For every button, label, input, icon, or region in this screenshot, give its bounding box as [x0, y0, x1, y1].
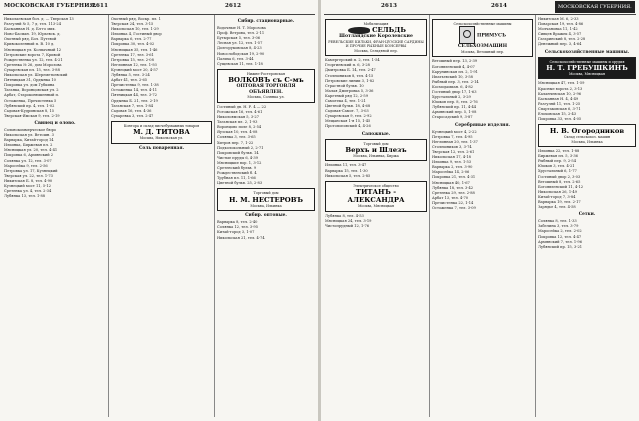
directory-entry: Каланчевская 10, 2-96 [538, 91, 582, 96]
right-col3-heading: Сельскохозяйственные машины. [544, 49, 630, 55]
directory-entry: Молчановка 11, 1-42 [538, 27, 578, 32]
right-page-number-a: 2613 [381, 3, 398, 9]
directory-entry: Николоямская 5, 3-27 [217, 115, 259, 120]
directory-entry: Басманная Н. д. Бл-го мих. [4, 27, 56, 32]
directory-entry: Садовая 16, тел. 4-36 [111, 108, 152, 113]
titan-addr: Москва, Мясницкая [357, 204, 395, 209]
right-col3d-list [538, 219, 636, 250]
directory-entry: Ветошный пер. 13, 2-39 [432, 59, 478, 64]
directory-entry: Старосадский 9, 3-87 [432, 115, 473, 120]
directory-entry: Ново-Басман. 19, Юрьевск. д. [4, 32, 61, 37]
directory-entry: Проф. Ветрова, тел. 2-11 [217, 31, 265, 36]
volkov-name: ВОЛКОВЪ съ С-мъ [228, 76, 304, 85]
right-col1-list [325, 58, 427, 129]
left-column-1 [4, 17, 106, 417]
grushin-addr: Москва, Мясницкая [568, 72, 606, 77]
right-column-3 [538, 17, 636, 417]
directory-entry: Гагаринский 8, тел. 2-28 [538, 37, 586, 42]
directory-entry: Варварка 8, тел. 2-40 [217, 220, 258, 225]
directory-entry: Подколокольный 2, 2-71 [217, 145, 264, 150]
directory-entry: Неглинная 20, тел. 1-37 [432, 139, 478, 144]
ogorod-sub: Склад сельскохоз. машин [563, 135, 611, 140]
directory-entry: Варварка 2, тел. 3-90 [432, 165, 473, 170]
directory-entry: Столешников 3, 3-74 [432, 144, 472, 149]
pumps-top: Сельскохозяйственные машины [453, 22, 512, 26]
directory-entry: Мясницкая 40, 1-67 [432, 180, 470, 185]
directory-entry: Кузнецкий мост 11, 5-12 [4, 184, 51, 188]
right-col-divider-1 [429, 15, 430, 417]
seld-sub: Шотландские Королевские [339, 34, 413, 40]
directory-entry: Разгуляй № 5, 7 д. тел. 113-24 [4, 22, 61, 27]
ogorod-name: Н. В. Огородников [549, 127, 625, 136]
directory-entry: Каретный ряд 12, 2-59 [325, 93, 368, 98]
volkov-sub: Нижне-Ростеровская [246, 71, 286, 76]
ogorod-addr: Москва, Ильинка [571, 139, 603, 144]
directory-entry: Никольская 26, 1-49 [538, 189, 577, 194]
directory-entry: Палиха 6, тел. 3-44 [217, 56, 254, 61]
directory-entry: Космодамиан. 6, 4-82 [432, 84, 473, 89]
directory-entry: Елоховская 15, 2-43 [538, 112, 577, 117]
directory-entry: Рыбный пер. 9, 2-54 [538, 159, 576, 164]
directory-entry: Самотека 4, тел. 1-21 [325, 98, 366, 103]
directory-entry: Покровка 6, Армянский 2 [4, 153, 54, 158]
directory-entry: Спартаковская 6, 3-71 [538, 106, 581, 111]
directory-entry: Сущевская 11, тел. 1-18 [217, 61, 263, 66]
directory-entry: Лубянский пр. 4, тел. 1-02 [4, 103, 55, 108]
directory-entry: Гостиный двор 2, 3-03 [538, 174, 581, 179]
directory-entry: Покровка 33, тел. 4-05 [538, 117, 582, 122]
directory-entry: Арбат 13, тел. 4-70 [432, 195, 469, 200]
directory-entry: Таганская 7, тел. 1-84 [111, 103, 154, 108]
directory-entry: Армянский пер. 5, 1-08 [432, 110, 477, 115]
directory-entry: Лубянский пр. 11, 4-44 [432, 105, 477, 110]
wertz-addr: Москва, Ильинка, Биржа [353, 154, 399, 159]
left-running-head: МОСКОВСКАЯ ГУБЕРНИЯ. [4, 3, 97, 9]
directory-entry: Сухаревка 3, тел. 2-47 [111, 113, 154, 118]
directory-entry: Яузская 10, тел. 4-08 [217, 130, 258, 135]
directory-entry: Покровка 12, тел. 4-47 [538, 234, 582, 239]
directory-entry: Пятницкая 44, тел. 3-72 [111, 93, 157, 98]
pumps-addr: Москва, Ветошный пер. [461, 50, 504, 54]
directory-entry: Покровский бульв. 14 [217, 150, 259, 155]
directory-entry: Арбат, Староконюшенный п. [4, 93, 60, 98]
directory-entry: Покровка 21, тел. 4-31 [432, 175, 476, 180]
directory-entry: Денежный пер. 3, 4-64 [538, 42, 582, 47]
pumps-name-text: ПРИМУСЪ [477, 33, 506, 39]
directory-entry: Ильинка, Биржевая пл. 2 [4, 143, 53, 148]
seld-advert [325, 19, 427, 56]
directory-entry: Остоженка, Пречистенка 5 [4, 98, 57, 103]
directory-entry: Охотный ряд, Воскр. пл. 1 [111, 17, 161, 21]
directory-entry: Чистые пруды 6, 4-39 [217, 155, 258, 160]
directory-entry: Ипатьевский 10, 3-58 [432, 74, 473, 79]
titov-name: М. Д. ТИТОВА [133, 128, 190, 137]
left-column-3 [217, 17, 315, 417]
fish-icon [348, 27, 370, 34]
volkov-advert [217, 69, 315, 103]
directory-entry: Сивцев Вражек 4, 3-57 [538, 32, 582, 37]
nesterov-sub: Торговый дом [253, 191, 279, 196]
directory-entry: Неглинная 12, тел. 1-93 [111, 62, 157, 67]
directory-entry: Пятницкая 31, Ордынка 10 [4, 78, 56, 83]
directory-entry: Таганка, Воронцовская ул. 2 [4, 88, 59, 93]
directory-entry: Солянка ул. 12, тел. 3-07 [4, 158, 52, 163]
directory-entry: Мясницкая ул. Колпачный 12 [4, 47, 62, 52]
directory-entry: Рождественский б. 4 [217, 171, 257, 176]
directory-entry: Мясницкая 35, тел. 1-46 [111, 47, 158, 52]
titov-sub: Контора и склад писчебумажных товаров [123, 123, 200, 128]
pumps-advert [432, 19, 533, 57]
directory-entry: Хрустальный 2, 3-29 [432, 95, 471, 100]
directory-entry: Покровка 30, тел. 4-02 [111, 42, 155, 47]
right-col3b-list [538, 81, 636, 122]
directory-entry: Ветошный 8, тел. 2-65 [538, 179, 581, 184]
directory-entry: Кривоколенный п. В. 10 д. [4, 42, 55, 47]
directory-entry: Варварка, Китай-город 14 [4, 138, 54, 143]
directory-entry: Петровка 15, тел. 2-08 [111, 57, 154, 62]
directory-entry: Пречистенка 22, 1-14 [432, 200, 474, 205]
wertz-sub: Торговый дом [363, 141, 389, 146]
left-col3-heading: Сибир. стационарные. [237, 19, 295, 24]
left-col2-list [111, 17, 212, 119]
directory-entry: Никольская ул. Ветошн. 3 [4, 133, 54, 138]
directory-entry: Никольская ул. Шереметьевский [4, 73, 68, 78]
directory-entry: Зарядье 4, тел. 4-58 [538, 205, 576, 210]
directory-entry: Николаевская бол. д. — Тверская 13 [4, 17, 74, 21]
directory-entry: Солянка 8, тел. 1-33 [538, 219, 577, 224]
directory-entry: Камергерский п. 2, тел. 1-54 [325, 58, 380, 63]
directory-entry: Маросейка 2, тел. 2-02 [538, 229, 582, 234]
titan-name: ТИТАНЪ - АЛЕКСАНДРА [347, 188, 405, 205]
directory-entry: Сретенский бульв. 9 [217, 165, 256, 170]
directory-entry: Маросейка 9, тел. 2-56 [4, 163, 48, 168]
directory-entry: Кузнецкий мост 4, 2-22 [432, 129, 477, 134]
directory-entry: Солянка 12, тел. 3-95 [217, 225, 259, 230]
left-col-divider-1 [108, 15, 109, 417]
directory-entry: Разгуляй 11, тел. 1-25 [538, 101, 581, 106]
nesterov-advert [217, 188, 315, 211]
directory-entry: Сретенка 17, тел. 3-61 [111, 52, 154, 57]
titan-advert [325, 181, 427, 212]
directory-entry: Тверская ул. 22, тел. 1-73 [4, 173, 53, 178]
right-col3-list [538, 17, 636, 48]
directory-entry: Варварка 15, тел. 1-30 [325, 168, 368, 173]
directory-entry: Поварская 19, тел. 4-86 [538, 22, 584, 27]
directory-entry: Мясницкая 24, тел. 3-19 [325, 218, 372, 223]
directory-entry: Малая Дмитровка 5, 3-36 [325, 88, 374, 93]
seld-line2: РЕВЕЛЬСКИЕ КИЛЬКИ, ФРАН-ЦУЗСКИЕ САРДИНЫ И ПРОЧИЕ РЫБНЫЕ КОНСЕРВЫ [328, 40, 424, 49]
seld-top: Мобилизация [363, 22, 389, 26]
directory-entry: Рождественка ул. 12, тел. 4-21 [4, 57, 63, 62]
directory-entry: Богоявленский 4, 4-07 [432, 64, 475, 69]
wertz-advert [325, 139, 427, 162]
directory-entry: Таганская пл. 2, 1-93 [217, 120, 258, 125]
directory-entry: Юшков 3, тел. 4-21 [538, 164, 575, 169]
directory-entry: Ильинка 4, Гостиный двор [111, 32, 162, 37]
directory-entry: Ордынка Б. 21, тел. 2-19 [111, 98, 158, 103]
left-page-number-b: 2612 [225, 3, 242, 9]
directory-entry: Китай-город 3, 1-07 [217, 230, 255, 235]
left-page [0, 0, 318, 421]
directory-entry: Хитров пер. 7, 1-22 [217, 140, 254, 145]
left-col1b-list [4, 128, 106, 199]
right-header-rule [324, 14, 636, 15]
directory-entry: Остоженка 14, тел. 4-11 [111, 88, 158, 93]
directory-entry: Солянка 3, тел. 3-65 [217, 135, 256, 140]
directory-entry: Новослободская 19, 2-90 [217, 51, 265, 56]
directory-entry: Сухаревская пл. 15, тел. 3-88 [4, 67, 60, 72]
directory-entry: Никольская 21, тел. 4-74 [217, 235, 265, 240]
directory-entry: Кузнецкий мост 20, 4-57 [111, 67, 158, 72]
directory-entry: Страстной бульв. 10 [325, 83, 364, 88]
directory-entry: Биржевая пл. 5, 3-36 [538, 154, 578, 159]
left-header-rule [3, 14, 315, 15]
pumps-name2: СЕЛЬХОЗМАШИН [457, 44, 508, 50]
directory-entry: Георгиевский п. 6, 3-28 [325, 63, 370, 68]
volkov-addr: Москва, Солянка ул. [247, 95, 285, 100]
directory-entry: Арбат 41, тел. 2-65 [111, 78, 148, 83]
directory-entry: Петровские линии 3, 1-82 [325, 78, 375, 83]
directory-entry: Дмитровка Б. 14, тел. 2-47 [325, 68, 376, 73]
directory-entry: Ильинка 22, тел. 1-88 [538, 149, 580, 154]
left-col2b-heading: Соль поваренная. [139, 145, 184, 151]
directory-entry: Ильинка 11, тел. 3-47 [325, 163, 367, 168]
seld-name-text: СЕЛЬДЬ [372, 26, 406, 35]
directory-entry: Никольская 5, тел. 2-85 [325, 173, 371, 178]
directory-entry: Лубянка 13, тел. 1-88 [4, 194, 46, 199]
directory-entry: Сретенка 29, тел. 2-88 [432, 190, 475, 195]
directory-entry: Пречистенка 9, тел. 1-38 [111, 83, 159, 88]
titov-advert [111, 121, 212, 144]
directory-entry: Столешников 8, тел. 4-15 [325, 73, 374, 78]
directory-entry: Бутырская 5, тел. 3-06 [217, 36, 261, 41]
directory-entry: Мясницкая 47, тел. 1-59 [538, 81, 585, 86]
left-page-number-a: 2611 [92, 3, 109, 9]
directory-entry: Лубянка 18, тел. 3-42 [432, 185, 474, 190]
directory-entry: Рыбный пер. 3, тел. 2-14 [432, 79, 479, 84]
directory-entry: Петровские ворота 7, Кривой [4, 52, 61, 57]
directory-entry: Басманная Н. 4, 4-49 [538, 96, 579, 101]
titan-sub: Электрическое общество [353, 183, 399, 188]
left-col3c-heading: Сибир. оптовые. [245, 213, 287, 219]
wertz-name: Верхъ и Шлезъ [345, 146, 407, 155]
right-col2-list [432, 59, 533, 120]
directory-entry: Красные ворота 2, 3-13 [538, 86, 583, 91]
directory-entry: Юшков пер. 8, тел. 2-76 [432, 100, 478, 105]
grushin-advert [538, 57, 636, 80]
directory-entry: Маросейка 14, 2-06 [432, 170, 470, 175]
left-col3-list [217, 26, 315, 67]
right-running-head: МОСКОВСКАЯ ГУБЕРНИЯ. [555, 1, 635, 13]
left-col1-heading: Свинец и олово. [34, 120, 76, 126]
directory-entry: Лубянка 8, тел. 4-53 [325, 213, 364, 218]
directory-entry: Забелина 3, тел. 3-79 [538, 224, 579, 229]
pumps-name [435, 26, 530, 44]
grushin-sub: Сельскохозяйственные машины и орудия [549, 59, 625, 64]
directory-entry: Петровка 7, тел. 4-95 [432, 134, 473, 139]
directory-entry: Протопоповский 4, 4-26 [325, 124, 371, 129]
directory-entry: Никольская 17, 4-18 [432, 155, 471, 160]
directory-entry: Лубянский пр. 15, 3-21 [538, 244, 583, 249]
machine-icon [459, 26, 475, 44]
directory-entry: Лесная ул. 12, тел. 1-57 [217, 41, 263, 46]
directory-entry: Рогожская 16, тел. 4-61 [217, 109, 263, 114]
directory-entry: Мясницкая ул. 20, тел. 4-41 [4, 148, 58, 153]
directory-entry: Садовая-Кудринская 8, 15 [4, 108, 55, 113]
right-col1c-list [325, 214, 427, 229]
directory-entry: Сретенка ул. 4, тел. 2-34 [4, 189, 52, 194]
directory-entry: Мясницкие вор. 1, 3-12 [217, 160, 262, 165]
left-col-divider-2 [214, 15, 215, 417]
seld-addr: Москва, Сельдяной пер. [354, 48, 398, 53]
right-page [321, 0, 639, 421]
right-col-divider-2 [535, 15, 536, 417]
right-col1-heading: Сапожные. [361, 131, 391, 137]
ogorod-advert [538, 124, 636, 147]
directory-entry: Варварка 19, тел. 2-17 [538, 199, 581, 204]
directory-entry: Тверская 24, тел. 3-15 [111, 22, 154, 27]
directory-entry: Трубная пл. 11, 1-66 [217, 176, 256, 181]
titov-addr: Москва, Никольская ул. [139, 136, 184, 141]
nesterov-name: Н. М. НЕСТЕРОВЪ [229, 195, 303, 204]
directory-entry: Никольская 10, тел. 1-29 [111, 27, 159, 32]
directory-entry: Армянский 7, тел. 1-96 [538, 239, 582, 244]
volkov-tag: ОПТОВАЯ ТОРГОВЛЯ ОБЪЯВЛЕН. [236, 84, 296, 95]
right-col3c-heading: Сетки. [578, 212, 596, 218]
directory-entry: Китай-город 7, 3-84 [538, 194, 576, 199]
directory-entry: Покровка ул. дом Губкина [4, 83, 55, 88]
directory-entry: Никитская М. 6, 2-33 [538, 17, 579, 21]
directory-entry: Долгоруковская 8, 4-23 [217, 46, 262, 51]
directory-entry: Цветной бульв. 25, 2-83 [217, 181, 263, 186]
directory-entry: Мещанская 1-я 15, 1-45 [325, 119, 371, 124]
directory-entry: Гостиный дв. Н. Р. 4 — 22 [217, 104, 267, 109]
directory-entry: Сольнокоммерческое бюро [4, 127, 57, 132]
directory-entry: Остоженка 7, тел. 3-09 [432, 206, 476, 211]
nesterov-addr: Москва, Ильинка [250, 203, 282, 208]
left-col3c-list [217, 220, 315, 240]
left-column-2 [111, 17, 212, 417]
right-page-number-b: 2614 [491, 3, 508, 9]
directory-entry: Воронцово поле 8, 2-54 [217, 125, 262, 130]
right-col2-heading: Серебряные изделия. [454, 122, 511, 128]
right-col1b-list [325, 163, 427, 178]
right-column-2 [432, 17, 533, 417]
left-col3b-list [217, 105, 315, 187]
directory-entry: Чистопрудный 12, 1-76 [325, 223, 370, 228]
directory-entry: Богоявленский 11, 4-12 [538, 184, 584, 189]
directory-entry: Цветной бульв. 18, 4-68 [325, 104, 371, 109]
directory-entry: Карунинская пл. 2, 1-91 [432, 69, 478, 74]
grushin-name: Н. Т. ГРЕБУШКИНЪ [546, 64, 628, 73]
directory-entry: Тверская 12, тел. 2-61 [432, 150, 475, 154]
directory-entry: Варварка 6, тел. 2-77 [111, 37, 152, 42]
right-column-1 [325, 17, 427, 417]
directory-entry: Никитская Б. 8, тел. 4-90 [4, 178, 53, 183]
right-col2b-list [432, 130, 533, 212]
directory-entry: Садовая-Самот. 7, 3-03 [325, 109, 369, 114]
directory-entry: Ильинка 9, тел. 1-53 [432, 160, 472, 165]
right-col3c-list [538, 149, 636, 210]
directory-entry: Охотный ряд, Бол. Путевой [4, 37, 57, 42]
directory-entry: Сретенка № 26, дом Морозова [4, 62, 62, 67]
directory-entry: Петровка ул. 17, Кузнецкий [4, 168, 58, 173]
directory-entry: Хрустальный 6, 1-77 [538, 169, 577, 174]
directory-entry: Лубянка 5, тел. 3-24 [111, 73, 150, 78]
directory-entry: Гостиный двор 17, 1-63 [432, 89, 477, 94]
directory-entry: Тверская-Ямская 9, тел. 2-19 [4, 113, 60, 118]
directory-entry: Водочные Н. Т. Морозова [217, 26, 266, 31]
directory-entry: Сухаревская 9, тел. 2-92 [325, 114, 372, 119]
left-col1-list [4, 17, 106, 119]
